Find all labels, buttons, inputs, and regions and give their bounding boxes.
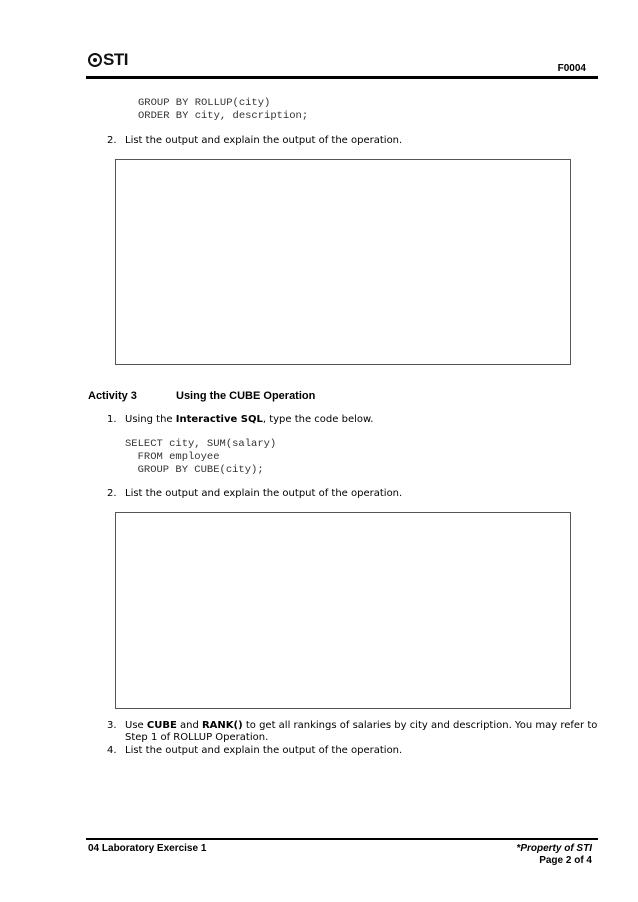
step-text-bold: Interactive SQL [175,414,263,425]
step-text-part: and [176,720,202,731]
step-text-bold: RANK() [201,720,243,731]
step-number: 2. [107,135,117,146]
logo-text: STI [103,50,128,69]
step-number: 3. [107,720,117,731]
code-line: GROUP BY CUBE(city); [125,464,264,476]
footer-rule [86,838,598,840]
code-line: GROUP BY ROLLUP(city) [138,97,271,109]
step-number: 4. [107,745,117,756]
step-text: List the output and explain the output of the operation. [125,745,403,756]
footer-page-number: Page 2 of 4 [539,855,592,866]
footer-property: *Property of STI [516,843,592,854]
step-text-part: to get all rankings of salaries by city and description. You may refer to [242,720,598,731]
footer-left: 04 Laboratory Exercise 1 [88,843,207,854]
answer-box[interactable] [115,159,571,365]
header-rule [86,76,598,79]
step-text-part: Use [125,720,147,731]
activity-label: Activity 3 [88,390,137,402]
step-text-part: Using the [125,414,176,425]
step-number: 2. [107,488,117,499]
step-text: List the output and explain the output of the operation. [125,135,403,146]
step-text-part: , type the code below. [262,414,374,425]
sti-logo [88,50,128,70]
step-text-line2: Step 1 of ROLLUP Operation. [125,732,269,743]
step-text [125,414,373,425]
sti-logo-icon [88,53,102,67]
answer-box[interactable] [115,512,571,709]
step-number: 1. [107,414,117,425]
code-line: FROM employee [125,451,220,463]
step-text [125,720,598,731]
code-line: ORDER BY city, description; [138,110,309,122]
form-code: F0004 [557,63,586,74]
activity-title: Using the CUBE Operation [176,390,316,402]
step-text-bold: CUBE [146,720,177,731]
code-line: SELECT city, SUM(salary) [125,438,277,450]
step-text: List the output and explain the output of the operation. [125,488,403,499]
